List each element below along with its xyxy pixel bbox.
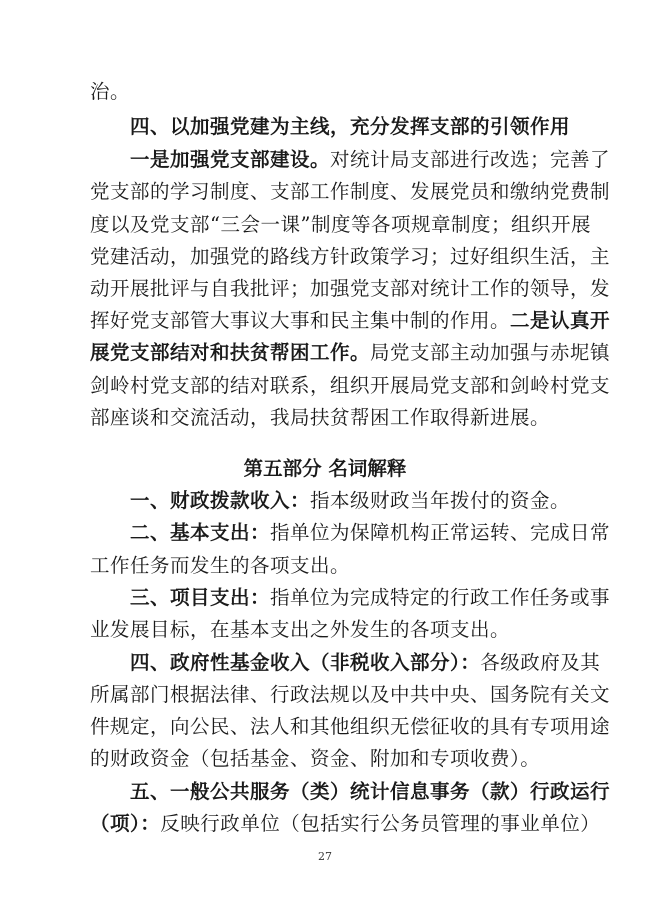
bold-text-run: 五、一般公共服务（类）统计信息事务（款）行政运行 [130,780,611,803]
text-line [90,812,601,836]
text-line [90,747,560,771]
bold-text-run: 三、项目支出： [130,586,271,609]
section-heading-four [130,115,600,139]
text-run: 反映行政单位（包括实行公务员管理的事业单位） [160,812,601,835]
text-run: 工作任务而发生的各项支出。 [90,554,351,577]
text-run: 指单位为保障机构正常运转、完成日常 [270,521,611,544]
text-line [90,213,591,237]
text-run: 部座谈和交流活动，我局扶贫帮困工作取得新进展。 [90,406,551,429]
text-line [130,521,611,545]
bold-text-run: 展党支部结对和扶贫帮困工作。 [90,341,371,364]
text-run: 的财政资金（包括基金、资金、附加和专项收费）。 [90,747,541,770]
text-line [90,715,611,739]
bold-text-run: （项）： [90,812,161,835]
text-run: 治。 [90,80,131,103]
text-line [90,618,560,642]
text-line [130,780,611,804]
text-line [90,309,611,333]
text-line [90,80,560,104]
text-run: 党建活动，加强党的路线方针政策学习；过好组织生活，主 [90,245,611,268]
text-line [90,277,611,301]
text-line [130,489,600,513]
text-run: 各级政府及其 [480,651,601,674]
text-run: 动开展批评与自我批评；加强党支部对统计工作的领导，发 [90,277,611,300]
section-heading: 第五部分 名词解释 [243,457,407,480]
text-line [90,683,611,707]
bold-text-run: 四、政府性基金收入（非税收入部分）： [130,651,481,674]
text-line [90,554,560,578]
bold-text-run: 一、财政拨款收入： [130,489,311,512]
bold-text-run: 一是加强党支部建设。 [130,148,331,171]
bold-text-run: 二、基本支出： [130,521,271,544]
text-line [130,651,600,675]
text-line [130,148,611,172]
text-run: 对统计局支部进行改选；完善了 [330,148,611,171]
page-number: 27 [318,850,332,863]
bold-text-run: 四、以加强党建为主线，充分发挥支部的引领作用 [130,115,571,138]
text-run: 局党支部主动加强与赤坭镇 [370,341,611,364]
text-run: 业发展目标，在基本支出之外发生的各项支出。 [90,618,511,641]
text-line [90,341,611,365]
text-run: 件规定，向公民、法人和其他组织无偿征收的具有专项用途 [90,715,611,738]
text-line [90,245,611,269]
text-run: 度以及党支部“三会一课”制度等各项规章制度；组织开展 [90,213,591,236]
text-line [90,374,611,398]
bold-text-run: 二是认真开 [510,309,611,332]
text-run: 指本级财政当年拨付的资金。 [310,489,571,512]
text-run: 党支部的学习制度、支部工作制度、发展党员和缴纳党费制 [90,180,611,203]
text-line [90,180,611,204]
text-line [90,406,560,430]
text-run: 剑岭村党支部的结对联系，组织开展局党支部和剑岭村党支 [90,374,611,397]
text-run: 挥好党支部管大事议大事和民主集中制的作用。 [90,309,511,332]
text-line [130,586,611,610]
text-run: 所属部门根据法律、行政法规以及中共中央、国务院有关文 [90,683,611,706]
text-run: 指单位为完成特定的行政工作任务或事 [270,586,611,609]
